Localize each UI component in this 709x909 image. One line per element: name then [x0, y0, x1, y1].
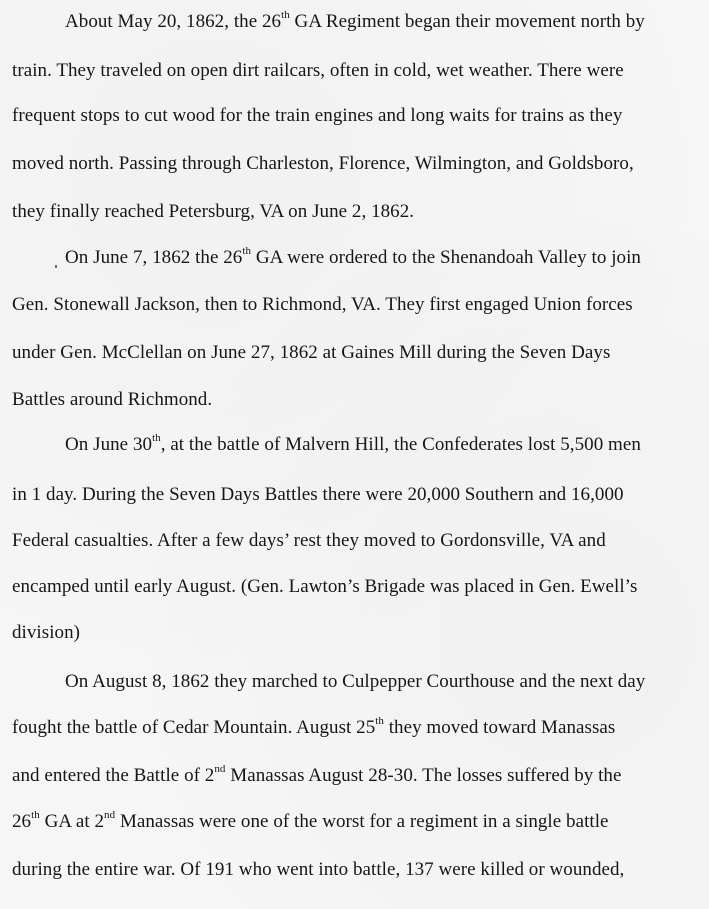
scan-speck: [55, 265, 57, 268]
text-line: encamped until early August. (Gen. Lawton’s Brigade was placed in Gen. Ewell’s: [12, 576, 638, 597]
text-line: 26th GA at 2nd Manassas were one of the worst for a regiment in a single battle: [12, 808, 609, 832]
text-line: Federal casualties. After a few days’ rest they moved to Gordonsville, VA and: [12, 530, 606, 551]
text-line: and entered the Battle of 2nd Manassas August 28-30. The losses suffered by the: [12, 762, 622, 786]
text-line: About May 20, 1862, the 26th GA Regiment began their movement north by: [65, 8, 645, 32]
text-line: moved north. Passing through Charleston, Florence, Wilmington, and Goldsboro,: [12, 153, 634, 174]
text-line: train. They traveled on open dirt railcars, often in cold, wet weather. There were: [12, 60, 624, 81]
text-line: Gen. Stonewall Jackson, then to Richmond, VA. They first engaged Union forces: [12, 294, 633, 315]
text-line: On June 30th, at the battle of Malvern Hill, the Confederates lost 5,500 men: [65, 431, 641, 455]
text-line: On August 8, 1862 they marched to Culpepper Courthouse and the next day: [65, 671, 646, 692]
text-line: in 1 day. During the Seven Days Battles there were 20,000 Southern and 16,000: [12, 484, 624, 505]
text-line: during the entire war. Of 191 who went into battle, 137 were killed or wounded,: [12, 859, 625, 880]
text-line: under Gen. McClellan on June 27, 1862 at Gaines Mill during the Seven Days: [12, 342, 611, 363]
text-line: they finally reached Petersburg, VA on June 2, 1862.: [12, 201, 415, 222]
text-line: frequent stops to cut wood for the train engines and long waits for trains as they: [12, 105, 623, 126]
text-line: On June 7, 1862 the 26th GA were ordered to the Shenandoah Valley to join: [65, 244, 641, 268]
text-line: fought the battle of Cedar Mountain. August 25th they moved toward Manassas: [12, 714, 616, 738]
text-line: division): [12, 622, 81, 643]
text-line: Battles around Richmond.: [12, 389, 213, 410]
